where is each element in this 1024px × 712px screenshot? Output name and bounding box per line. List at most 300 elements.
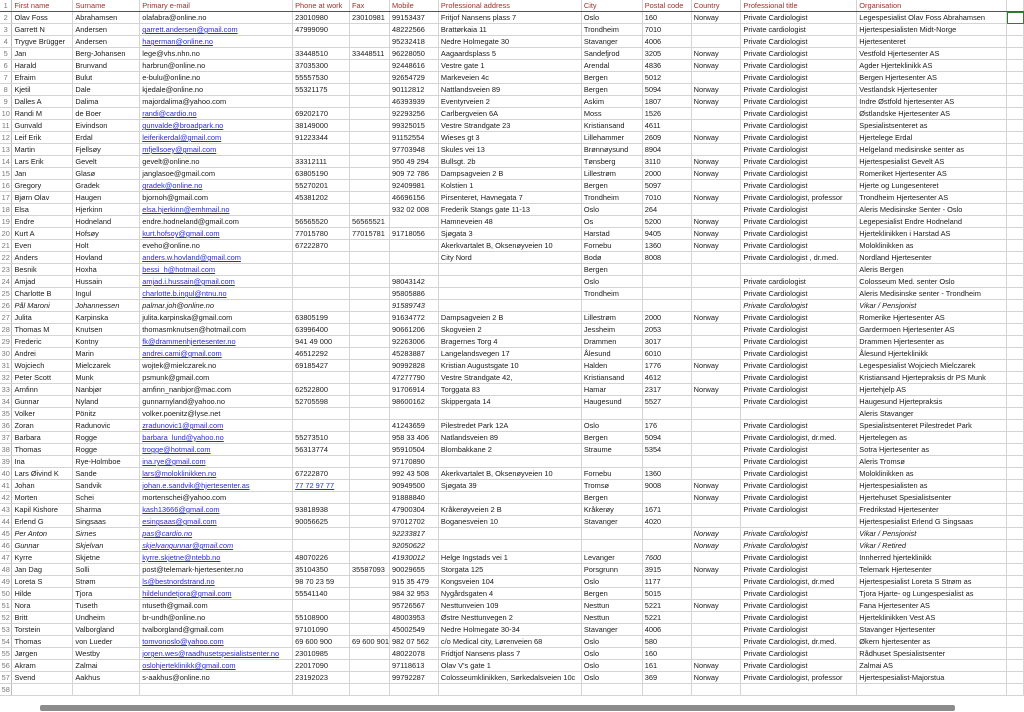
cell-surname[interactable] — [73, 156, 140, 168]
cell-phone-work[interactable] — [293, 600, 350, 612]
cell-mobile[interactable] — [390, 156, 439, 168]
cell-address[interactable] — [438, 372, 581, 384]
row-number[interactable]: 42 — [0, 492, 12, 504]
cell-surname[interactable] — [73, 300, 140, 312]
cell-title[interactable] — [741, 504, 857, 516]
cell-country[interactable] — [691, 36, 741, 48]
cell-country[interactable] — [691, 156, 741, 168]
cell-organisation[interactable] — [857, 528, 1007, 540]
cell-email[interactable] — [140, 300, 293, 312]
row-number[interactable]: 30 — [0, 348, 12, 360]
column-header-phone-at-work[interactable]: Phone at work — [293, 0, 350, 12]
cell-city[interactable] — [581, 216, 642, 228]
cell-phone-work[interactable] — [293, 252, 350, 264]
cell-address[interactable] — [438, 588, 581, 600]
cell-empty[interactable] — [1007, 444, 1024, 456]
cell-first-name[interactable] — [12, 600, 73, 612]
cell-email[interactable] — [140, 552, 293, 564]
cell-country[interactable] — [691, 216, 741, 228]
cell-organisation[interactable] — [857, 660, 1007, 672]
cell-title[interactable] — [741, 480, 857, 492]
cell-mobile[interactable] — [390, 216, 439, 228]
cell-mobile[interactable] — [390, 180, 439, 192]
cell-mobile[interactable] — [390, 336, 439, 348]
cell-fax[interactable] — [350, 312, 390, 324]
cell-title[interactable] — [741, 636, 857, 648]
cell-mobile[interactable] — [390, 360, 439, 372]
cell-empty[interactable] — [1007, 276, 1024, 288]
cell-phone-work[interactable] — [293, 552, 350, 564]
cell-city[interactable] — [581, 324, 642, 336]
cell-phone-work[interactable] — [293, 72, 350, 84]
cell-title[interactable] — [741, 624, 857, 636]
cell-phone-work[interactable] — [293, 396, 350, 408]
cell-empty[interactable] — [1007, 528, 1024, 540]
cell-city[interactable] — [581, 480, 642, 492]
cell-fax[interactable] — [350, 240, 390, 252]
cell-address[interactable] — [438, 672, 581, 684]
row-number[interactable]: 47 — [0, 552, 12, 564]
cell-empty[interactable] — [1007, 156, 1024, 168]
row-number[interactable]: 12 — [0, 132, 12, 144]
cell-mobile[interactable] — [390, 300, 439, 312]
cell-empty[interactable] — [1007, 492, 1024, 504]
cell-mobile[interactable] — [390, 72, 439, 84]
row-number[interactable]: 11 — [0, 120, 12, 132]
cell-organisation[interactable] — [857, 24, 1007, 36]
row-number[interactable]: 13 — [0, 144, 12, 156]
cell-surname[interactable] — [73, 480, 140, 492]
cell-empty[interactable] — [1007, 12, 1024, 24]
cell-title[interactable] — [741, 216, 857, 228]
cell-fax[interactable] — [350, 348, 390, 360]
column-header-empty[interactable] — [1007, 0, 1024, 12]
cell-fax[interactable] — [350, 612, 390, 624]
cell-city[interactable] — [581, 132, 642, 144]
cell-fax[interactable] — [350, 588, 390, 600]
cell-first-name[interactable] — [12, 324, 73, 336]
cell-phone-work[interactable] — [293, 108, 350, 120]
cell-surname[interactable] — [73, 588, 140, 600]
cell-address[interactable] — [438, 552, 581, 564]
row-number[interactable]: 51 — [0, 600, 12, 612]
cell-title[interactable] — [741, 384, 857, 396]
cell-empty[interactable] — [1007, 372, 1024, 384]
cell-city[interactable] — [581, 564, 642, 576]
cell-country[interactable] — [691, 240, 741, 252]
row-number[interactable]: 14 — [0, 156, 12, 168]
cell-mobile[interactable] — [390, 492, 439, 504]
cell-fax[interactable] — [350, 204, 390, 216]
cell-surname[interactable] — [73, 36, 140, 48]
cell-email[interactable] — [140, 132, 293, 144]
cell-surname[interactable] — [73, 564, 140, 576]
cell-first-name[interactable] — [12, 492, 73, 504]
cell-empty[interactable] — [1007, 312, 1024, 324]
cell-mobile[interactable] — [390, 672, 439, 684]
cell-city[interactable] — [581, 648, 642, 660]
cell-organisation[interactable] — [857, 180, 1007, 192]
cell-email[interactable] — [140, 264, 293, 276]
cell-postal-code[interactable] — [642, 108, 691, 120]
cell-address[interactable] — [438, 660, 581, 672]
cell-title[interactable] — [741, 60, 857, 72]
cell-email[interactable] — [140, 180, 293, 192]
cell-organisation[interactable] — [857, 48, 1007, 60]
cell-email[interactable] — [140, 516, 293, 528]
cell-mobile[interactable] — [390, 144, 439, 156]
cell-mobile[interactable] — [390, 588, 439, 600]
cell-postal-code[interactable] — [642, 312, 691, 324]
cell-email[interactable] — [140, 432, 293, 444]
cell-mobile[interactable] — [390, 624, 439, 636]
row-number[interactable]: 23 — [0, 264, 12, 276]
cell-fax[interactable] — [350, 468, 390, 480]
cell-empty[interactable] — [1007, 216, 1024, 228]
cell-title[interactable] — [741, 396, 857, 408]
row-number[interactable]: 37 — [0, 432, 12, 444]
cell-fax[interactable] — [350, 420, 390, 432]
cell-first-name[interactable] — [12, 120, 73, 132]
cell-email[interactable] — [140, 564, 293, 576]
cell-first-name[interactable] — [12, 468, 73, 480]
row-number[interactable]: 3 — [0, 24, 12, 36]
cell-mobile[interactable] — [390, 432, 439, 444]
cell-city[interactable] — [581, 636, 642, 648]
email-link[interactable]: kyrre.skjetne@ntebb.no — [142, 553, 221, 562]
cell-address[interactable] — [438, 48, 581, 60]
cell-address[interactable] — [438, 120, 581, 132]
cell-postal-code[interactable] — [642, 276, 691, 288]
cell-postal-code[interactable] — [642, 468, 691, 480]
cell-fax[interactable] — [350, 108, 390, 120]
cell-postal-code[interactable] — [642, 636, 691, 648]
cell-country[interactable] — [691, 444, 741, 456]
cell-country[interactable] — [691, 372, 741, 384]
cell-fax[interactable] — [350, 624, 390, 636]
cell-organisation[interactable] — [857, 672, 1007, 684]
cell-address[interactable] — [438, 576, 581, 588]
cell-country[interactable] — [691, 72, 741, 84]
cell-surname[interactable] — [73, 96, 140, 108]
row-number[interactable]: 48 — [0, 564, 12, 576]
cell-empty[interactable] — [581, 684, 642, 696]
cell-phone-work[interactable] — [293, 492, 350, 504]
cell-city[interactable] — [581, 348, 642, 360]
cell-country[interactable] — [691, 576, 741, 588]
cell-mobile[interactable] — [390, 648, 439, 660]
cell-fax[interactable] — [350, 288, 390, 300]
cell-postal-code[interactable] — [642, 588, 691, 600]
cell-postal-code[interactable] — [642, 360, 691, 372]
cell-email[interactable] — [140, 540, 293, 552]
cell-mobile[interactable] — [390, 348, 439, 360]
cell-city[interactable] — [581, 108, 642, 120]
cell-first-name[interactable] — [12, 144, 73, 156]
cell-city[interactable] — [581, 444, 642, 456]
cell-surname[interactable] — [73, 84, 140, 96]
cell-city[interactable] — [581, 504, 642, 516]
cell-country[interactable] — [691, 672, 741, 684]
row-number[interactable]: 56 — [0, 660, 12, 672]
column-header-mobile[interactable]: Mobile — [390, 0, 439, 12]
cell-first-name[interactable] — [12, 84, 73, 96]
row-number[interactable]: 17 — [0, 192, 12, 204]
cell-country[interactable] — [691, 96, 741, 108]
cell-organisation[interactable] — [857, 12, 1007, 24]
cell-address[interactable] — [438, 624, 581, 636]
cell-title[interactable] — [741, 156, 857, 168]
email-link[interactable]: johan.e.sandvik@hjertesenter.as — [142, 481, 250, 490]
cell-empty[interactable] — [1007, 264, 1024, 276]
cell-address[interactable] — [438, 168, 581, 180]
cell-title[interactable] — [741, 600, 857, 612]
cell-title[interactable] — [741, 276, 857, 288]
cell-mobile[interactable] — [390, 60, 439, 72]
cell-empty[interactable] — [1007, 552, 1024, 564]
cell-first-name[interactable] — [12, 396, 73, 408]
cell-fax[interactable] — [350, 120, 390, 132]
email-link[interactable]: lars@moloklinikken.no — [142, 469, 217, 478]
cell-organisation[interactable] — [857, 240, 1007, 252]
cell-country[interactable] — [691, 384, 741, 396]
cell-surname[interactable] — [73, 192, 140, 204]
cell-phone-work[interactable] — [293, 156, 350, 168]
cell-fax[interactable] — [350, 276, 390, 288]
cell-email[interactable] — [140, 336, 293, 348]
cell-postal-code[interactable] — [642, 336, 691, 348]
cell-city[interactable] — [581, 24, 642, 36]
cell-city[interactable] — [581, 456, 642, 468]
cell-address[interactable] — [438, 252, 581, 264]
row-number[interactable]: 44 — [0, 516, 12, 528]
cell-fax[interactable] — [350, 48, 390, 60]
cell-postal-code[interactable] — [642, 576, 691, 588]
cell-address[interactable] — [438, 564, 581, 576]
column-header-country[interactable]: Country — [691, 0, 741, 12]
cell-surname[interactable] — [73, 204, 140, 216]
cell-surname[interactable] — [73, 120, 140, 132]
cell-city[interactable] — [581, 204, 642, 216]
email-link[interactable]: barbara_lund@yahoo.no — [142, 433, 224, 442]
cell-first-name[interactable] — [12, 552, 73, 564]
cell-organisation[interactable] — [857, 372, 1007, 384]
cell-first-name[interactable] — [12, 672, 73, 684]
cell-empty[interactable] — [1007, 660, 1024, 672]
cell-first-name[interactable] — [12, 60, 73, 72]
row-number[interactable]: 41 — [0, 480, 12, 492]
email-link[interactable]: ls@bestnordstrand.no — [142, 577, 215, 586]
cell-title[interactable] — [741, 372, 857, 384]
cell-surname[interactable] — [73, 12, 140, 24]
cell-email[interactable] — [140, 168, 293, 180]
cell-email[interactable] — [140, 12, 293, 24]
cell-email[interactable] — [140, 648, 293, 660]
cell-organisation[interactable] — [857, 132, 1007, 144]
cell-mobile[interactable] — [390, 12, 439, 24]
cell-first-name[interactable] — [12, 96, 73, 108]
cell-first-name[interactable] — [12, 624, 73, 636]
cell-organisation[interactable] — [857, 564, 1007, 576]
cell-first-name[interactable] — [12, 360, 73, 372]
row-number[interactable]: 40 — [0, 468, 12, 480]
cell-email[interactable] — [140, 240, 293, 252]
cell-country[interactable] — [691, 540, 741, 552]
cell-phone-work[interactable] — [293, 24, 350, 36]
cell-address[interactable] — [438, 276, 581, 288]
cell-country[interactable] — [691, 336, 741, 348]
cell-phone-work[interactable] — [293, 288, 350, 300]
cell-fax[interactable] — [350, 480, 390, 492]
cell-address[interactable] — [438, 528, 581, 540]
cell-city[interactable] — [581, 408, 642, 420]
cell-organisation[interactable] — [857, 648, 1007, 660]
cell-title[interactable] — [741, 168, 857, 180]
cell-organisation[interactable] — [857, 228, 1007, 240]
cell-email[interactable] — [140, 384, 293, 396]
cell-country[interactable] — [691, 60, 741, 72]
cell-title[interactable] — [741, 444, 857, 456]
cell-country[interactable] — [691, 288, 741, 300]
cell-phone-work[interactable] — [293, 60, 350, 72]
email-link[interactable]: trogge@hotmail.com — [142, 445, 211, 454]
cell-phone-work[interactable] — [293, 144, 350, 156]
email-link[interactable]: hildelundetjora@gmail.com — [142, 589, 232, 598]
cell-email[interactable] — [140, 288, 293, 300]
cell-address[interactable] — [438, 612, 581, 624]
cell-fax[interactable] — [350, 96, 390, 108]
cell-phone-work[interactable] — [293, 588, 350, 600]
cell-phone-work[interactable] — [293, 660, 350, 672]
cell-empty[interactable] — [1007, 36, 1024, 48]
cell-title[interactable] — [741, 672, 857, 684]
row-number[interactable]: 18 — [0, 204, 12, 216]
cell-city[interactable] — [581, 228, 642, 240]
cell-fax[interactable] — [350, 180, 390, 192]
email-link[interactable]: bessi_h@hotmail.com — [142, 265, 216, 274]
cell-postal-code[interactable] — [642, 192, 691, 204]
cell-fax[interactable] — [350, 24, 390, 36]
cell-first-name[interactable] — [12, 516, 73, 528]
cell-first-name[interactable] — [12, 180, 73, 192]
cell-mobile[interactable] — [390, 504, 439, 516]
cell-surname[interactable] — [73, 468, 140, 480]
cell-first-name[interactable] — [12, 36, 73, 48]
column-header-professional-address[interactable]: Professional address — [438, 0, 581, 12]
cell-organisation[interactable] — [857, 168, 1007, 180]
cell-country[interactable] — [691, 168, 741, 180]
cell-email[interactable] — [140, 192, 293, 204]
row-number[interactable]: 29 — [0, 336, 12, 348]
cell-surname[interactable] — [73, 240, 140, 252]
cell-address[interactable] — [438, 348, 581, 360]
cell-email[interactable] — [140, 252, 293, 264]
cell-title[interactable] — [741, 36, 857, 48]
cell-address[interactable] — [438, 156, 581, 168]
cell-email[interactable] — [140, 420, 293, 432]
cell-empty[interactable] — [1007, 588, 1024, 600]
cell-empty[interactable] — [1007, 72, 1024, 84]
row-number[interactable]: 58 — [0, 684, 12, 696]
cell-empty[interactable] — [1007, 204, 1024, 216]
cell-phone-work[interactable] — [293, 420, 350, 432]
cell-surname[interactable] — [73, 552, 140, 564]
cell-surname[interactable] — [73, 144, 140, 156]
cell-empty[interactable] — [1007, 432, 1024, 444]
cell-address[interactable] — [438, 72, 581, 84]
row-number[interactable]: 45 — [0, 528, 12, 540]
cell-first-name[interactable] — [12, 348, 73, 360]
cell-title[interactable] — [741, 552, 857, 564]
cell-mobile[interactable] — [390, 456, 439, 468]
cell-city[interactable] — [581, 96, 642, 108]
cell-surname[interactable] — [73, 108, 140, 120]
row-number[interactable]: 22 — [0, 252, 12, 264]
column-header-first-name[interactable]: First name — [12, 0, 73, 12]
cell-country[interactable] — [691, 12, 741, 24]
row-number[interactable]: 55 — [0, 648, 12, 660]
cell-city[interactable] — [581, 192, 642, 204]
cell-empty[interactable] — [1007, 672, 1024, 684]
cell-first-name[interactable] — [12, 108, 73, 120]
cell-first-name[interactable] — [12, 504, 73, 516]
cell-first-name[interactable] — [12, 456, 73, 468]
cell-postal-code[interactable] — [642, 420, 691, 432]
cell-fax[interactable] — [350, 12, 390, 24]
cell-mobile[interactable] — [390, 84, 439, 96]
cell-empty[interactable] — [1007, 612, 1024, 624]
cell-fax[interactable] — [350, 648, 390, 660]
cell-empty[interactable] — [1007, 636, 1024, 648]
cell-surname[interactable] — [73, 408, 140, 420]
cell-empty[interactable] — [1007, 420, 1024, 432]
cell-title[interactable] — [741, 420, 857, 432]
cell-city[interactable] — [581, 576, 642, 588]
cell-postal-code[interactable] — [642, 612, 691, 624]
email-link[interactable]: kash13666@gmail.com — [142, 505, 220, 514]
cell-surname[interactable] — [73, 48, 140, 60]
cell-surname[interactable] — [73, 492, 140, 504]
cell-empty[interactable] — [1007, 576, 1024, 588]
cell-empty[interactable] — [1007, 456, 1024, 468]
email-link[interactable]: skjelvangunnar@gmail.com — [142, 541, 234, 550]
cell-organisation[interactable] — [857, 600, 1007, 612]
email-link[interactable]: gunvalde@broadpark.no — [142, 121, 224, 130]
row-number[interactable]: 50 — [0, 588, 12, 600]
cell-surname[interactable] — [73, 576, 140, 588]
cell-organisation[interactable] — [857, 276, 1007, 288]
cell-city[interactable] — [581, 372, 642, 384]
cell-address[interactable] — [438, 648, 581, 660]
cell-fax[interactable] — [350, 528, 390, 540]
cell-title[interactable] — [741, 24, 857, 36]
email-link[interactable]: pas@cardio.no — [142, 529, 193, 538]
cell-surname[interactable] — [73, 276, 140, 288]
cell-email[interactable] — [140, 480, 293, 492]
cell-postal-code[interactable] — [642, 216, 691, 228]
cell-phone-work[interactable] — [293, 240, 350, 252]
cell-postal-code[interactable] — [642, 240, 691, 252]
row-number[interactable]: 9 — [0, 96, 12, 108]
cell-organisation[interactable] — [857, 60, 1007, 72]
cell-mobile[interactable] — [390, 288, 439, 300]
cell-country[interactable] — [691, 528, 741, 540]
cell-phone-work[interactable] — [293, 264, 350, 276]
cell-first-name[interactable] — [12, 240, 73, 252]
email-link[interactable]: mfjellsoey@gmail.com — [142, 145, 217, 154]
cell-empty[interactable] — [1007, 288, 1024, 300]
cell-fax[interactable] — [350, 132, 390, 144]
